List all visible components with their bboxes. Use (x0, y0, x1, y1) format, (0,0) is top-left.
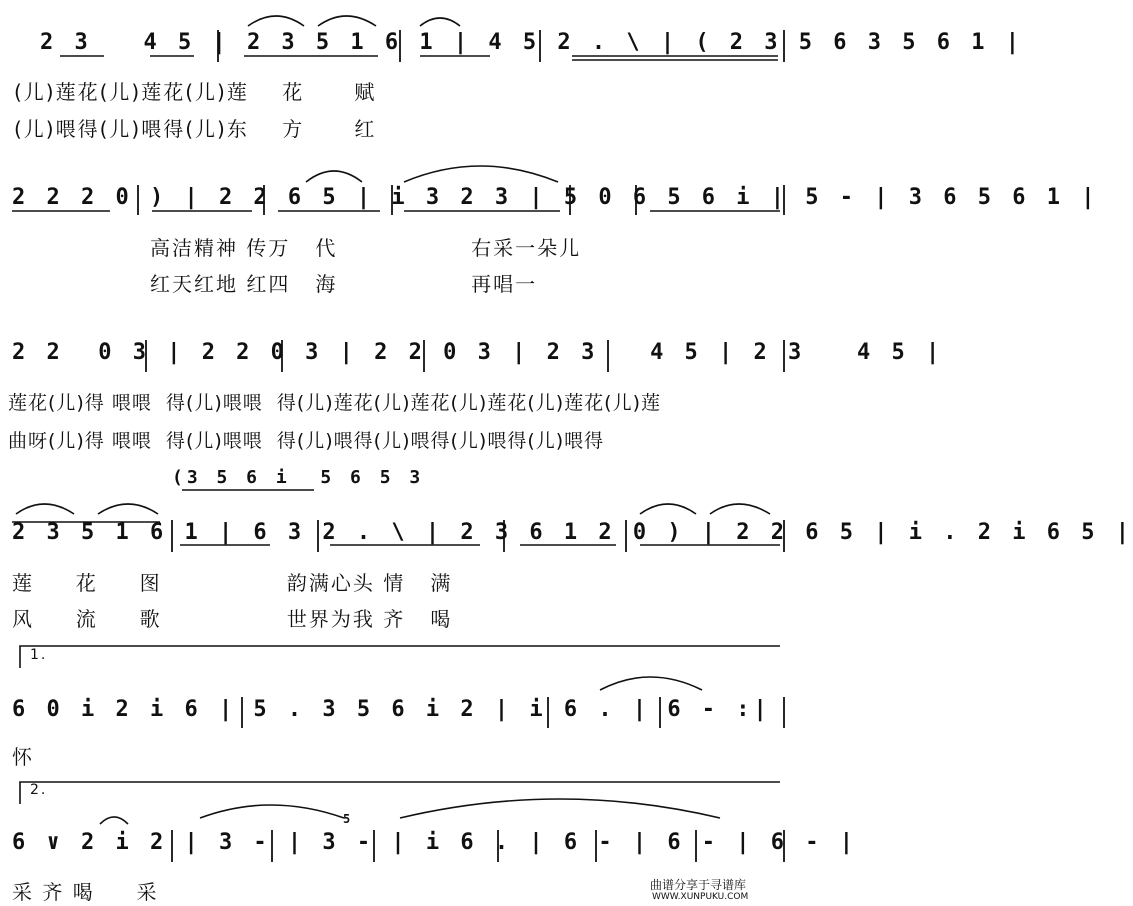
system1-lyrics1: (儿)莲花(儿)莲花(儿)莲 花 赋 (14, 80, 377, 104)
slur (420, 18, 460, 26)
system2-lyrics1: 高洁精神 传万 代 右采一朵儿 (150, 236, 582, 260)
slur (710, 504, 770, 514)
watermark-line2: WWW.XUNPUKU.COM (652, 892, 749, 902)
system4-upper-notes: (3 5 6 i 5 6 5 3 (172, 467, 425, 488)
system1-lyrics2: (儿)喂得(儿)喂得(儿)东 方 红 (14, 117, 377, 141)
slur (16, 504, 74, 514)
ending2-notes: 6 ∨ 2 i 2 | 3 - | 3 - | i 6 . | 6 - | 6 - | 6 - | (12, 830, 858, 855)
ending2-grace-note: 5 (343, 812, 351, 826)
slur (248, 16, 304, 26)
system4-notes: 2 3 5 1 6 1 | 6 3 2 . \ | 2 3 6 1 2 0 ) | 2 2 6 5 | i . 2 i 6 5 | (12, 520, 1133, 545)
ending1-bracket-label: 1. (30, 647, 48, 663)
slur (600, 677, 702, 690)
ending2-lyrics1: 采 齐 喝 采 (12, 880, 159, 904)
system3-notes: 2 2 0 3 | 2 2 0 3 | 2 2 0 3 | 2 3 4 5 | 2 3 4 5 | (12, 340, 944, 365)
slur (200, 805, 344, 818)
system3-lyrics2: 曲呀(儿)得 喂喂 得(儿)喂喂 得(儿)喂得(儿)喂得(儿)喂得(儿)喂得 (8, 430, 605, 452)
slur (404, 166, 558, 182)
slur (306, 171, 362, 182)
volta-bracket (20, 646, 780, 668)
slur (400, 799, 720, 818)
system2-notes: 2 2 2 0 ) | 2 2 6 5 | i 3 2 3 | 5 0 6 5 6 i | 5 - | 3 6 5 6 1 | (12, 185, 1099, 210)
system4-lyrics1: 莲 花 图 韵满心头 情 满 (12, 571, 453, 595)
system4-lyrics2: 风 流 歌 世界为我 齐 喝 (12, 607, 453, 631)
ending2-bracket-label: 2. (30, 782, 48, 798)
watermark-line1: 曲谱分享于寻谱库 (650, 878, 747, 892)
slur (98, 504, 158, 514)
system2-lyrics2: 红天红地 红四 海 再唱一 (150, 272, 538, 296)
volta-bracket (20, 782, 780, 804)
ending1-notes: 6 0 i 2 i 6 | 5 . 3 5 6 i 2 | i 6 . | 6 - :| (12, 697, 771, 722)
slur (100, 817, 128, 824)
slur (640, 504, 696, 514)
slur (318, 16, 376, 26)
system1-notes: 2 3 4 5 | 2 3 5 1 6 1 | 4 5 2 . \ | ( 2 3 5 6 3 5 6 1 | (40, 30, 1023, 55)
ending1-lyrics1: 怀 (12, 745, 34, 769)
system3-lyrics1: 莲花(儿)得 喂喂 得(儿)喂喂 得(儿)莲花(儿)莲花(儿)莲花(儿)莲花(儿)莲 (8, 392, 661, 414)
